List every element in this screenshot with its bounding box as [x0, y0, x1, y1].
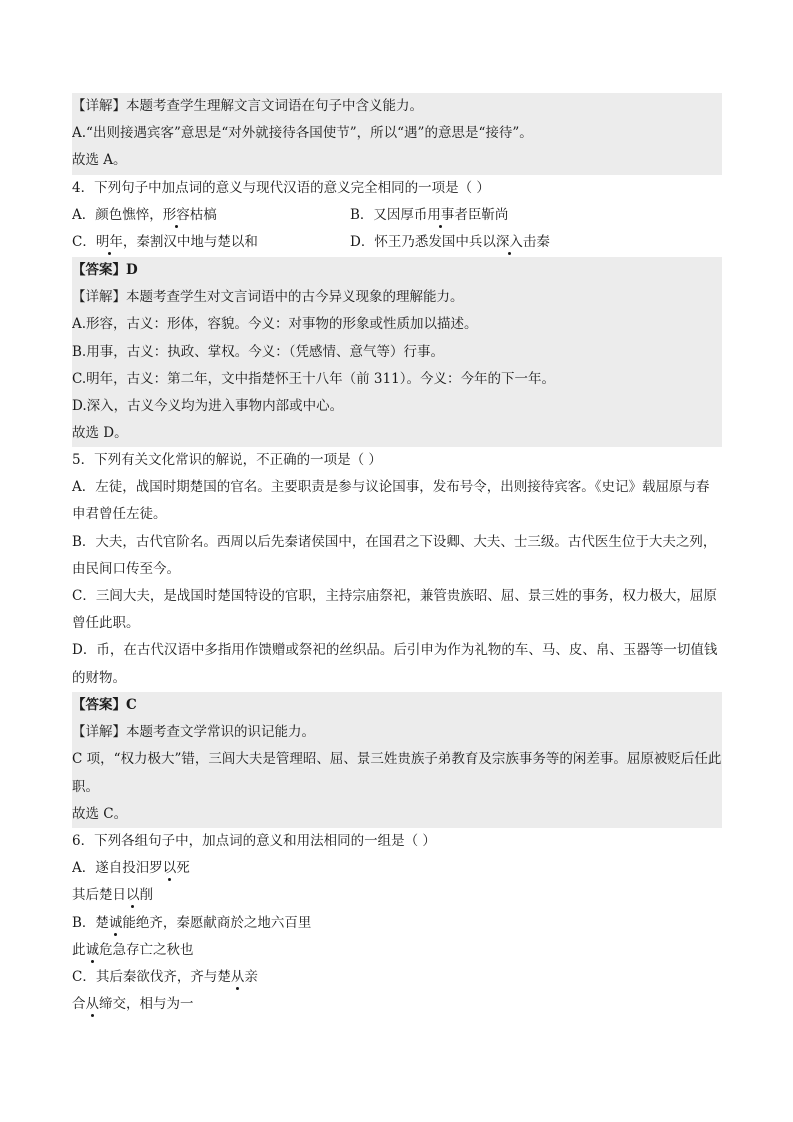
option-b-sentence-1: B．楚诚能绝齐，秦愿献商於之地六百里: [72, 914, 312, 931]
dotted-word: 深入: [495, 234, 523, 251]
dotted-word: 形容: [162, 207, 190, 224]
explanation-line: C 项，“权力极大”错，三闾大夫是管理昭、屈、景三姓贵族子弟教育及宗族事务等的闲差事。屈原被贬后任此职。: [72, 751, 722, 795]
dotted-word: 以: [126, 887, 140, 904]
dotted-word: 从: [85, 996, 99, 1013]
dotted-word: 从: [230, 968, 245, 985]
choice-line: 故选 A。: [72, 152, 127, 169]
option-b: B．大夫，古代官阶名。西周以后先秦诸侯国中，在国君之下设卿、大夫、士三级。古代医生位于大夫之列，由民间口传至今。: [72, 533, 717, 577]
option-d: D．怀王乃悉发国中兵以深入击秦: [350, 234, 550, 251]
dotted-word: 用事: [427, 207, 455, 224]
option-a-sentence-2: 其后楚日以削: [72, 887, 153, 904]
explanation-line: D.深入，古义今义均为进入事物内部或中心。: [72, 397, 344, 414]
option-a-sentence-1: A．遂自投汨罗以死: [72, 860, 190, 877]
options-row-cd: [72, 229, 722, 256]
explanation-line: 【详解】本题考查文学常识的识记能力。: [72, 724, 315, 741]
dotted-word: 诚: [108, 914, 123, 931]
explanation-line: C.明年，古义：第二年，文中指楚怀王十八年（前 311）。今义：今年的下一年。: [72, 370, 555, 387]
question-stem: 4．下列句子中加点词的意义与现代汉语的意义完全相同的一项是（ ）: [72, 180, 490, 196]
answer-line: 【答案】D: [72, 262, 138, 278]
dotted-word: 明年: [95, 234, 123, 251]
question-4: [72, 175, 722, 257]
question-6: [72, 828, 722, 1018]
question-5: [72, 447, 722, 692]
explanation-block-q5: [72, 692, 722, 828]
option-a: A．左徒，战国时期楚国的官名。主要职责是参与议论国事，发布号令，出则接待宾客。《史记》载屈原与春申君曾任左徒。: [72, 479, 710, 523]
explanation-block-q4: [72, 257, 722, 447]
answer-line: 【答案】C: [72, 697, 137, 713]
option-c-sentence-2: 合从缔交，相与为一: [72, 996, 194, 1013]
option-b: B．又因厚币用事者臣靳尚: [350, 207, 509, 224]
explanation-block-q3: [72, 93, 722, 175]
dotted-word: 以: [162, 860, 177, 877]
choice-line: 故选 D。: [72, 425, 128, 442]
options-row-ab: [72, 202, 722, 229]
explanation-line: A.形容，古义：形体，容貌。今义：对事物的形象或性质加以描述。: [72, 316, 478, 333]
option-c-sentence-1: C．其后秦欲伐齐，齐与楚从亲: [72, 968, 258, 985]
explanation-line: A.“出则接遇宾客”意思是“对外就接待各国使节”，所以“遇”的意思是“接待”。: [72, 125, 533, 142]
option-c: C．明年，秦割汉中地与楚以和: [72, 234, 258, 251]
option-c: C．三闾大夫，是战国时楚国特设的官职，主持宗庙祭祀，兼管贵族昭、屈、景三姓的事务，权力极大，屈原曾任此职。: [72, 588, 717, 632]
dotted-word: 诚: [85, 941, 99, 958]
option-a: A．颜色憔悴，形容枯槁: [72, 207, 217, 224]
choice-line: 故选 C。: [72, 805, 128, 822]
explanation-line: 【详解】本题考查学生理解文言文词语在句子中含义能力。: [72, 98, 423, 114]
question-stem: 5．下列有关文化常识的解说，不正确的一项是（ ）: [72, 452, 382, 468]
option-d: D．币，在古代汉语中多指用作馈赠或祭祀的丝织品。后引申为作为礼物的车、马、皮、帛、玉器等一切值钱的财物。: [72, 642, 718, 686]
question-stem: 6．下列各组句子中，加点词的意义和用法相同的一组是（ ）: [72, 833, 436, 849]
explanation-line: 【详解】本题考查学生对文言词语中的古今异义现象的理解能力。: [72, 289, 464, 306]
explanation-line: B.用事，古义：执政、掌权。今义：（凭感情、意气等）行事。: [72, 343, 444, 360]
option-b-sentence-2: 此诚危急存亡之秋也: [72, 941, 194, 958]
